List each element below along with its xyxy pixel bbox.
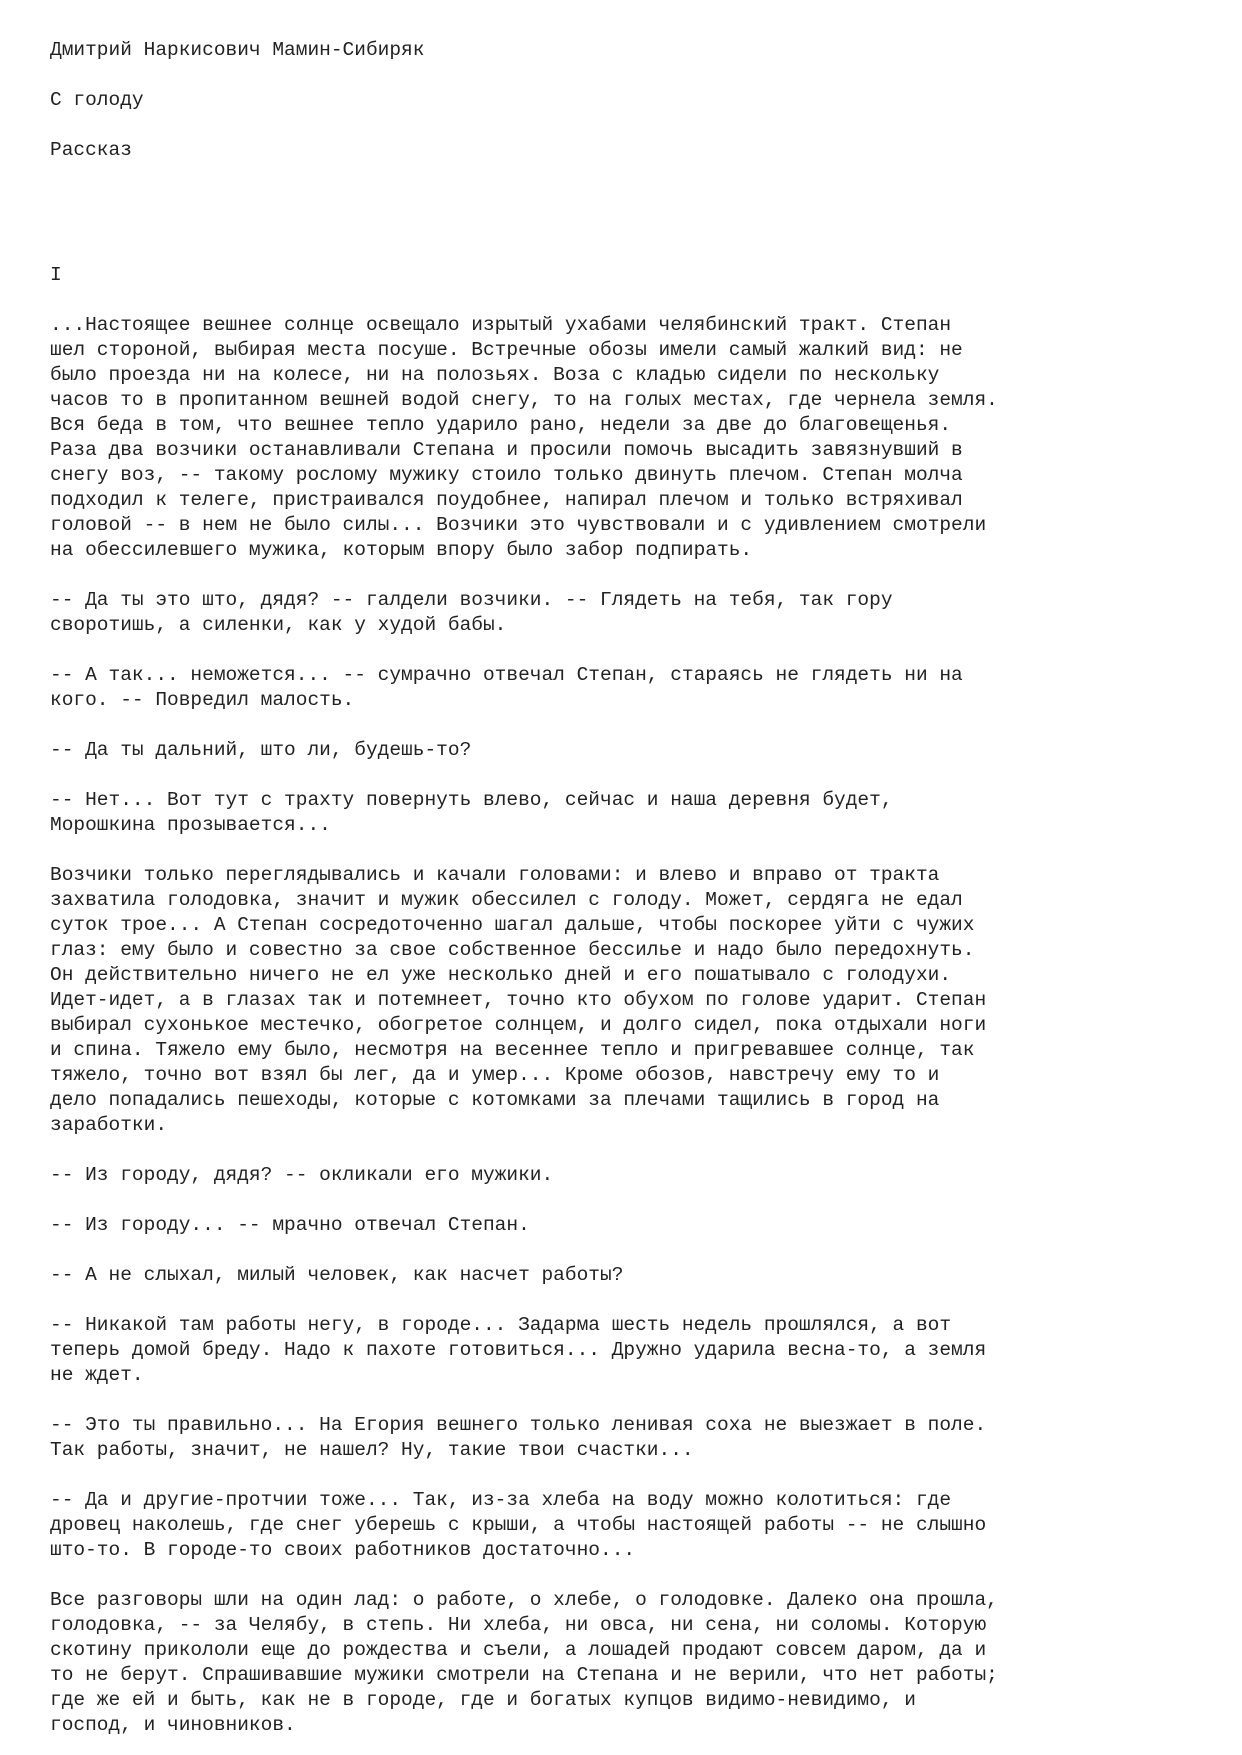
paragraph xyxy=(50,738,1200,763)
paragraph xyxy=(50,313,1200,563)
text-line: Он действительно ничего не ел уже несколько дней и его пошатывало с голодухи. xyxy=(50,964,952,986)
text-line: -- Никакой там работы негу, в городе... Задарма шесть недель прошлялся, а вот xyxy=(50,1314,952,1336)
text-line: часов то в пропитанном вешней водой снегу, то на голых местах, где чернела земля. xyxy=(50,389,998,411)
text-line: -- А так... неможется... -- сумрачно отвечал Степан, стараясь не глядеть ни на xyxy=(50,664,963,686)
text-line: Возчики только переглядывались и качали головами: и влево и вправо от тракта xyxy=(50,864,940,886)
text-line: -- Да ты дальний, што ли, будешь-то? xyxy=(50,739,472,761)
paragraph xyxy=(50,1213,1200,1238)
text-line: Все разговоры шли на один лад: о работе, о хлебе, о голодовке. Далеко она прошла, xyxy=(50,1589,998,1611)
paragraph xyxy=(50,663,1200,713)
text-line: -- Да ты это што, дядя? -- галдели возчики. -- Глядеть на тебя, так гору xyxy=(50,589,893,611)
title-line: С голоду xyxy=(50,89,144,111)
body-text xyxy=(50,313,1200,1738)
author-line: Дмитрий Наркисович Мамин-Сибиряк xyxy=(50,39,425,61)
text-line: своротишь, а силенки, как у худой бабы. xyxy=(50,614,507,636)
chapter-heading: I xyxy=(50,264,62,286)
paragraph xyxy=(50,863,1200,1138)
text-line: дело попадались пешеходы, которые с котомками за плечами тащились в город на xyxy=(50,1089,940,1111)
text-line: заработки. xyxy=(50,1114,168,1136)
text-line: было проезда ни на колесе, ни на полозьях. Воза с кладью сидели по нескольку xyxy=(50,364,940,386)
paragraph xyxy=(50,1588,1200,1738)
text-line: -- Да и другие-протчии тоже... Так, из-за хлеба на воду можно колотиться: где xyxy=(50,1489,952,1511)
text-line: захватила голодовка, значит и мужик обессилел с голоду. Может, сердяга не едал xyxy=(50,889,963,911)
text-line: тяжело, точно вот взял бы лег, да и умер... Кроме обозов, навстречу ему то и xyxy=(50,1064,940,1086)
paragraph xyxy=(50,1163,1200,1188)
genre-line: Рассказ xyxy=(50,139,132,161)
text-line: ...Настоящее вешнее солнце освещало изрытый ухабами челябинский тракт. Степан xyxy=(50,314,952,336)
text-line: господ, и чиновников. xyxy=(50,1714,296,1736)
text-line: глаз: ему было и совестно за свое собственное бессилье и надо было передохнуть. xyxy=(50,939,975,961)
text-line: головой -- в нем не было силы... Возчики это чувствовали и с удивлением смотрели xyxy=(50,514,987,536)
text-line: суток трое... А Степан сосредоточенно шагал дальше, чтобы поскорее уйти с чужих xyxy=(50,914,975,936)
text-line: -- А не слыхал, милый человек, как насчет работы? xyxy=(50,1264,624,1286)
text-line: шел стороной, выбирая места посуше. Встречные обозы имели самый жалкий вид: не xyxy=(50,339,963,361)
text-line: теперь домой бреду. Надо к пахоте готовиться... Дружно ударила весна-то, а земля xyxy=(50,1339,987,1361)
text-line: где же ей и быть, как не в городе, где и богатых купцов видимо-невидимо, и xyxy=(50,1689,916,1711)
paragraph xyxy=(50,1263,1200,1288)
text-line: Морошкина прозывается... xyxy=(50,814,331,836)
text-line: и спина. Тяжело ему было, несмотря на весеннее тепло и пригревавшее солнце, так xyxy=(50,1039,975,1061)
text-line: -- Из городу, дядя? -- окликали его мужики. xyxy=(50,1164,554,1186)
text-line: -- Нет... Вот тут с трахту повернуть влево, сейчас и наша деревня будет, xyxy=(50,789,893,811)
text-line: Вся беда в том, что вешнее тепло ударило рано, недели за две до благовещенья. xyxy=(50,414,952,436)
text-line: выбирал сухонькое местечко, обогретое солнцем, и долго сидел, пока отдыхали ноги xyxy=(50,1014,987,1036)
text-line: -- Из городу... -- мрачно отвечал Степан. xyxy=(50,1214,530,1236)
paragraph xyxy=(50,1313,1200,1388)
text-line: не ждет. xyxy=(50,1364,144,1386)
text-line: -- Это ты правильно... На Егория вешнего только ленивая соха не выезжает в поле. xyxy=(50,1414,987,1436)
paragraph xyxy=(50,788,1200,838)
paragraph xyxy=(50,1413,1200,1463)
paragraph xyxy=(50,588,1200,638)
text-line: скотину прикололи еще до рождества и съели, а лошадей продают совсем даром, да и xyxy=(50,1639,987,1661)
text-line: Раза два возчики останавливали Степана и просили помочь высадить завязнувший в xyxy=(50,439,963,461)
text-line: на обессилевшего мужика, которым впору было забор подпирать. xyxy=(50,539,753,561)
text-line: голодовка, -- за Челябу, в степь. Ни хлеба, ни овса, ни сена, ни соломы. Которую xyxy=(50,1614,987,1636)
text-line: Идет-идет, а в глазах так и потемнеет, точно кто обухом по голове ударит. Степан xyxy=(50,989,987,1011)
text-line: дровец наколешь, где снег уберешь с крыши, а чтобы настоящей работы -- не слышно xyxy=(50,1514,987,1536)
text-line: што-то. В городе-то своих работников достаточно... xyxy=(50,1539,636,1561)
text-line: Так работы, значит, не нашел? Ну, такие твои счастки... xyxy=(50,1439,694,1461)
text-line: снегу воз, -- такому рослому мужику стоило только двинуть плечом. Степан молча xyxy=(50,464,963,486)
text-line: то не берут. Спрашивавшие мужики смотрели на Степана и не верили, что нет работы; xyxy=(50,1664,998,1686)
paragraph xyxy=(50,1488,1200,1563)
text-line: кого. -- Повредил малость. xyxy=(50,689,355,711)
text-line: подходил к телеге, пристраивался поудобнее, напирал плечом и только встряхивал xyxy=(50,489,963,511)
document-page xyxy=(50,38,1200,1738)
